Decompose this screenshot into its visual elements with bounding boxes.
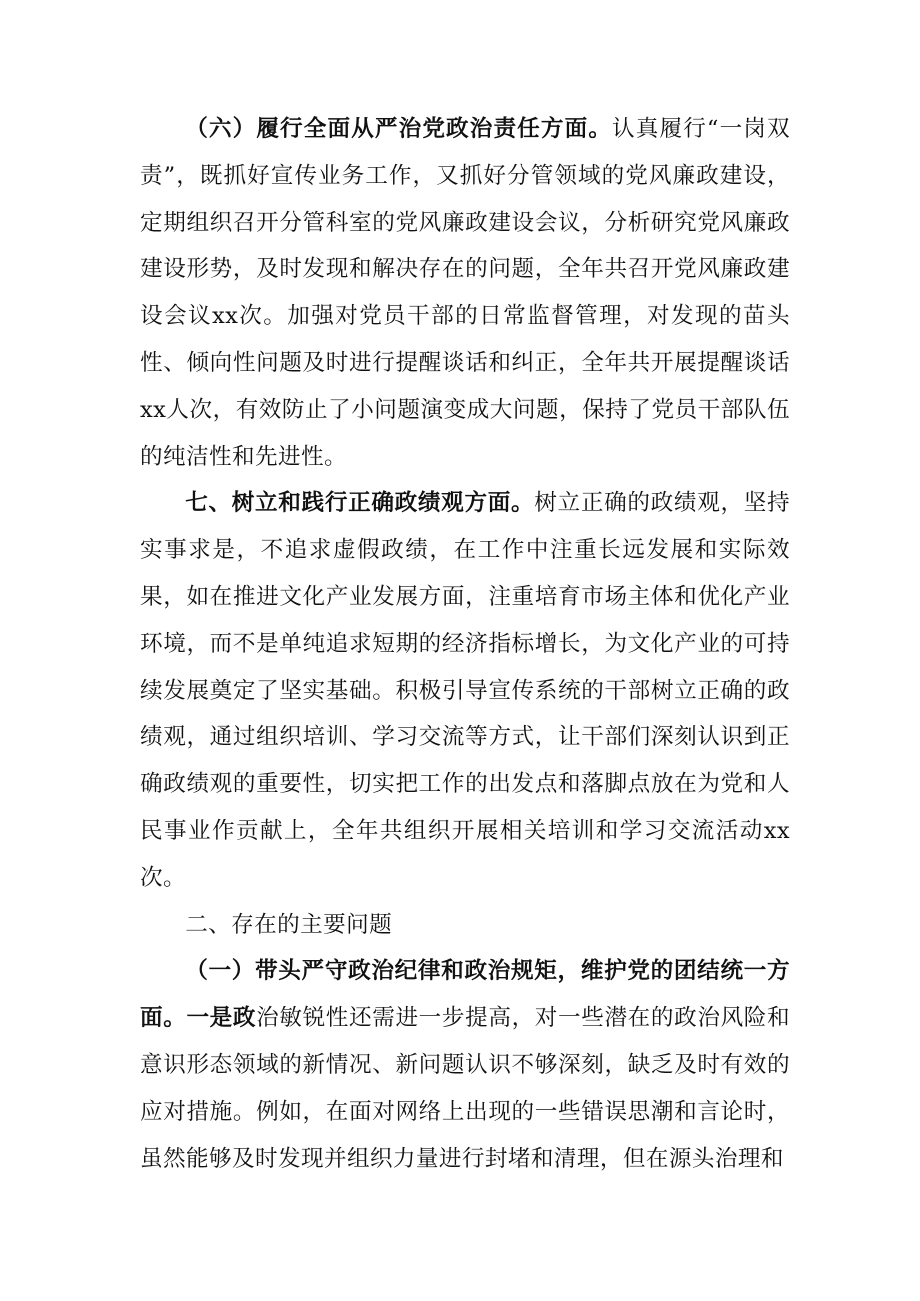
section-heading-main-problems (140, 902, 790, 949)
paragraph-heading: 七、树立和践行正确政绩观方面。 (185, 490, 535, 517)
paragraph-political-discipline (140, 948, 790, 1182)
paragraph-text: 治敏锐性还需进一步提高，对一些潜在的政治风险和意识形态领域的新情况、新问题认识不够深刻，缺乏及时有效的应对措施。例如，在面对网络上出现的一些错误思潮和言论时，虽然能够及时发现并组织力量进行封堵和清理，但在源头治理和 (140, 1005, 791, 1172)
document-body (140, 106, 790, 1182)
paragraph-heading: （一）带头严守政治纪律和政治规矩，维护党的团结统一方面。一是政 (140, 958, 790, 1032)
paragraph-text: 认真履行“一岗双责”，既抓好宣传业务工作，又抓好分管领域的党风廉政建设，定期组织召开分管科室的党风廉政建设会议，分析研究党风廉政建设形势，及时发现和解决存在的问题，全年共召开党风廉政建设会议xx次。加强对党员干部的日常监督管理，对发现的苗头性、倾向性问题及时进行提醒谈话和纠正，全年共开展提醒谈话xx人次，有效防止了小问题演变成大问题，保持了党员干部队伍的纯洁性和先进性。 (140, 116, 790, 470)
section-title: 二、存在的主要问题 (185, 911, 393, 938)
paragraph-performance-view (140, 480, 790, 901)
paragraph-text: 树立正确的政绩观，坚持实事求是，不追求虚假政绩，在工作中注重长远发展和实际效果，如在推进文化产业发展方面，注重培育市场主体和优化产业环境，而不是单纯追求短期的经济指标增长，为文化产业的可持续发展奠定了坚实基础。积极引导宣传系统的干部树立正确的政绩观，通过组织培训、学习交流等方式，让干部们深刻认识到正确政绩观的重要性，切实把工作的出发点和落脚点放在为党和人民事业作贡献上，全年共组织开展相关培训和学习交流活动xx次。 (140, 490, 790, 891)
paragraph-heading: （六）履行全面从严治党政治责任方面。 (185, 116, 613, 142)
paragraph-party-responsibility (140, 106, 790, 480)
